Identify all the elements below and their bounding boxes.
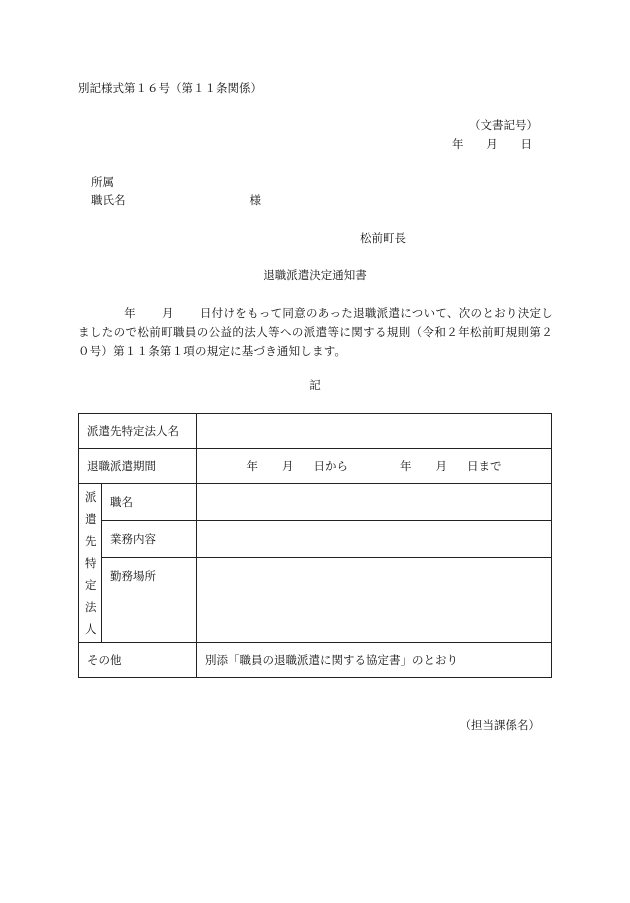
table-row xyxy=(79,557,552,642)
group-label-dispatch-corporation xyxy=(79,484,102,643)
issuer-name: 松前町長 xyxy=(360,231,406,245)
recipient-name-line xyxy=(91,193,261,207)
group-char: 先 xyxy=(85,534,97,548)
recipient-honorific: 様 xyxy=(249,193,261,207)
group-char: 特 xyxy=(85,556,97,570)
table-row xyxy=(79,520,552,557)
form-number: 別記様式第１６号（第１１条関係） xyxy=(78,81,262,95)
group-char: 定 xyxy=(85,578,97,592)
row-label-corporation-name: 派遣先特定法人名 xyxy=(79,414,197,449)
document-number-label: （文書記号） xyxy=(469,118,538,132)
group-char: 人 xyxy=(85,622,97,636)
position-value xyxy=(197,484,552,521)
other-value: 別添「職員の退職派遣に関する協定書」のとおり xyxy=(197,643,552,678)
date-month-label: 月 xyxy=(486,137,498,151)
period-start-month: 月 xyxy=(282,459,294,473)
table-row xyxy=(79,449,552,484)
period-end-year: 年 xyxy=(400,459,412,473)
corporation-name-value xyxy=(197,414,552,449)
dispatch-info-table xyxy=(78,413,552,678)
recipient-dept-label: 所属 xyxy=(91,175,114,189)
table-row xyxy=(79,414,552,449)
date-day-label: 日 xyxy=(520,137,532,151)
body-month-label: 月 xyxy=(161,306,174,320)
group-char: 遣 xyxy=(85,512,97,526)
row-label-position: 職名 xyxy=(102,484,197,521)
group-char: 派 xyxy=(85,490,97,504)
row-label-workplace: 勤務場所 xyxy=(102,557,197,642)
body-text: 日付けをもって同意のあった退職派遣について、次のとおり決定しましたので松前町職員の公益的法人等への派遣等に関する規則（令和２年松前町規則第２０号）第１１条第１項の規定に基づき通知します。 xyxy=(78,306,554,358)
responsible-section-label: （担当課係名） xyxy=(459,718,540,732)
dispatch-period-value xyxy=(197,449,552,484)
workplace-value xyxy=(197,557,552,642)
group-char: 法 xyxy=(85,600,97,614)
duties-value xyxy=(197,520,552,557)
date-year-label: 年 xyxy=(452,137,464,151)
document-title: 退職派遣決定通知書 xyxy=(263,268,367,282)
body-year-label: 年 xyxy=(124,306,136,320)
row-label-dispatch-period: 退職派遣期間 xyxy=(79,449,197,484)
period-start-day: 日から xyxy=(313,459,348,473)
row-label-other: その他 xyxy=(79,643,197,678)
table-row xyxy=(79,484,552,521)
recipient-name-label: 職氏名 xyxy=(91,193,126,207)
row-label-duties: 業務内容 xyxy=(102,520,197,557)
table-row xyxy=(79,643,552,678)
issue-date xyxy=(452,137,532,151)
period-start-year: 年 xyxy=(246,459,258,473)
ki-heading: 記 xyxy=(309,378,321,392)
notice-body xyxy=(78,304,553,361)
period-end-month: 月 xyxy=(435,459,447,473)
period-end-day: 日まで xyxy=(467,459,502,473)
